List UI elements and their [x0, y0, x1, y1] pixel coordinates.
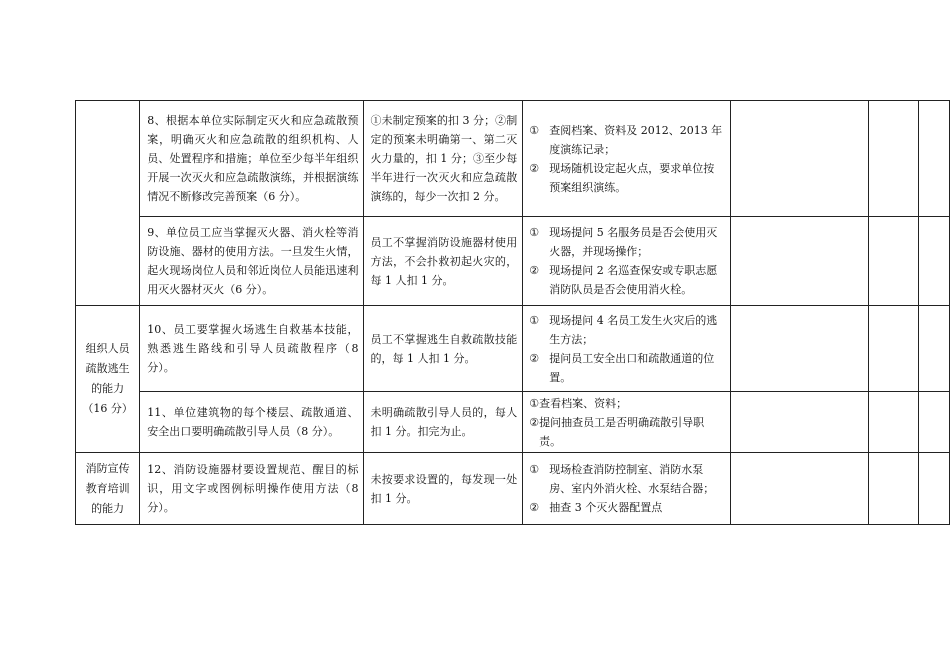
- table-row: [76, 101, 950, 217]
- standard-cell: 9、单位员工应当掌握灭火器、消火栓等消防设施、器材的使用方法。一旦发生火情，起火现场岗位人员和邻近岗位人员能迅速利用灭火器材灭火（6 分）。: [140, 217, 364, 306]
- method-item: ① 现场检查消防控制室、消防水泵房、室内外消火栓、水泵结合器；: [529, 463, 715, 495]
- method-item: ① 现场提问 4 名员工发生火灾后的逃生方法；: [529, 313, 718, 346]
- inspection-method-cell: [523, 392, 730, 453]
- blank-cell: [730, 217, 868, 306]
- category-cell: [76, 101, 140, 306]
- deduction-rule-cell: 未明确疏散引导人员的，每人扣 1 分。扣完为止。: [364, 392, 523, 453]
- standard-cell: 10、员工要掌握火场逃生自救基本技能，熟悉逃生路线和引导人员疏散程序（8 分）。: [140, 306, 364, 392]
- method-item: ① 查阅档案、资料及 2012、2013 年度演练记录；: [529, 123, 723, 156]
- blank-cell: [918, 306, 949, 392]
- blank-cell: [918, 453, 949, 525]
- blank-cell: [918, 392, 949, 453]
- method-item: ② 现场提问 2 名巡查保安或专职志愿消防队员是否会使用消火栓。: [529, 264, 718, 296]
- table-row: [76, 453, 950, 525]
- blank-cell: [918, 101, 949, 217]
- standard-cell: 12、消防设施器材要设置规范、醒目的标识，用文字或图例标明操作使用方法（8 分）。: [140, 453, 364, 525]
- standard-cell: 8、根据本单位实际制定灭火和应急疏散预案，明确灭火和应急疏散的组织机构、人员、处置程序和措施；单位至少每半年组织开展一次灭火和应急疏散演练，并根据演练情况不断修改完善预案（6 分）。: [140, 101, 364, 217]
- blank-cell: [730, 392, 868, 453]
- blank-cell: [869, 306, 919, 392]
- method-item: ② 现场随机设定起火点，要求单位按预案组织演练。: [529, 161, 715, 194]
- inspection-method-cell: [523, 306, 730, 392]
- deduction-rule-cell: 未按要求设置的，每发现一处扣 1 分。: [364, 453, 523, 525]
- method-item: ② 提问抽查员工是否明确疏散引导职责。: [529, 415, 705, 448]
- inspection-method-cell: [523, 101, 730, 217]
- blank-cell: [869, 101, 919, 217]
- category-cell: 消防宣传教育培训的能力: [76, 453, 140, 525]
- method-item: ① 查看档案、资料；: [529, 396, 628, 410]
- deduction-rule-cell: ①未制定预案的扣 3 分；②制定的预案未明确第一、第二灭火力量的，扣 1 分；③至少每半年进行一次灭火和应急疏散演练的，每少一次扣 2 分。: [364, 101, 523, 217]
- deduction-rule-cell: 员工不掌握逃生自救疏散技能的，每 1 人扣 1 分。: [364, 306, 523, 392]
- deduction-rule-cell: 员工不掌握消防设施器材使用方法，不会扑救初起火灾的，每 1 人扣 1 分。: [364, 217, 523, 306]
- blank-cell: [730, 306, 868, 392]
- category-cell: 组织人员疏散逃生的能力（16 分）: [76, 306, 140, 453]
- standard-cell: 11、单位建筑物的每个楼层、疏散通道、安全出口要明确疏散引导人员（8 分）。: [140, 392, 364, 453]
- method-item: ① 现场提问 5 名服务员是否会使用灭火器，并现场操作；: [529, 226, 718, 258]
- table-row: [76, 217, 950, 306]
- table-row: [76, 392, 950, 453]
- blank-cell: [869, 453, 919, 525]
- inspection-method-cell: [523, 217, 730, 306]
- blank-cell: [918, 217, 949, 306]
- table-row: [76, 306, 950, 392]
- blank-cell: [730, 453, 868, 525]
- blank-cell: [730, 101, 868, 217]
- blank-cell: [869, 392, 919, 453]
- inspection-table: [75, 100, 950, 525]
- method-item: ② 提问员工安全出口和疏散通道的位置。: [529, 351, 715, 384]
- inspection-method-cell: [523, 453, 730, 525]
- method-item: ② 抽查 3 个灭火器配置点: [529, 501, 663, 514]
- blank-cell: [869, 217, 919, 306]
